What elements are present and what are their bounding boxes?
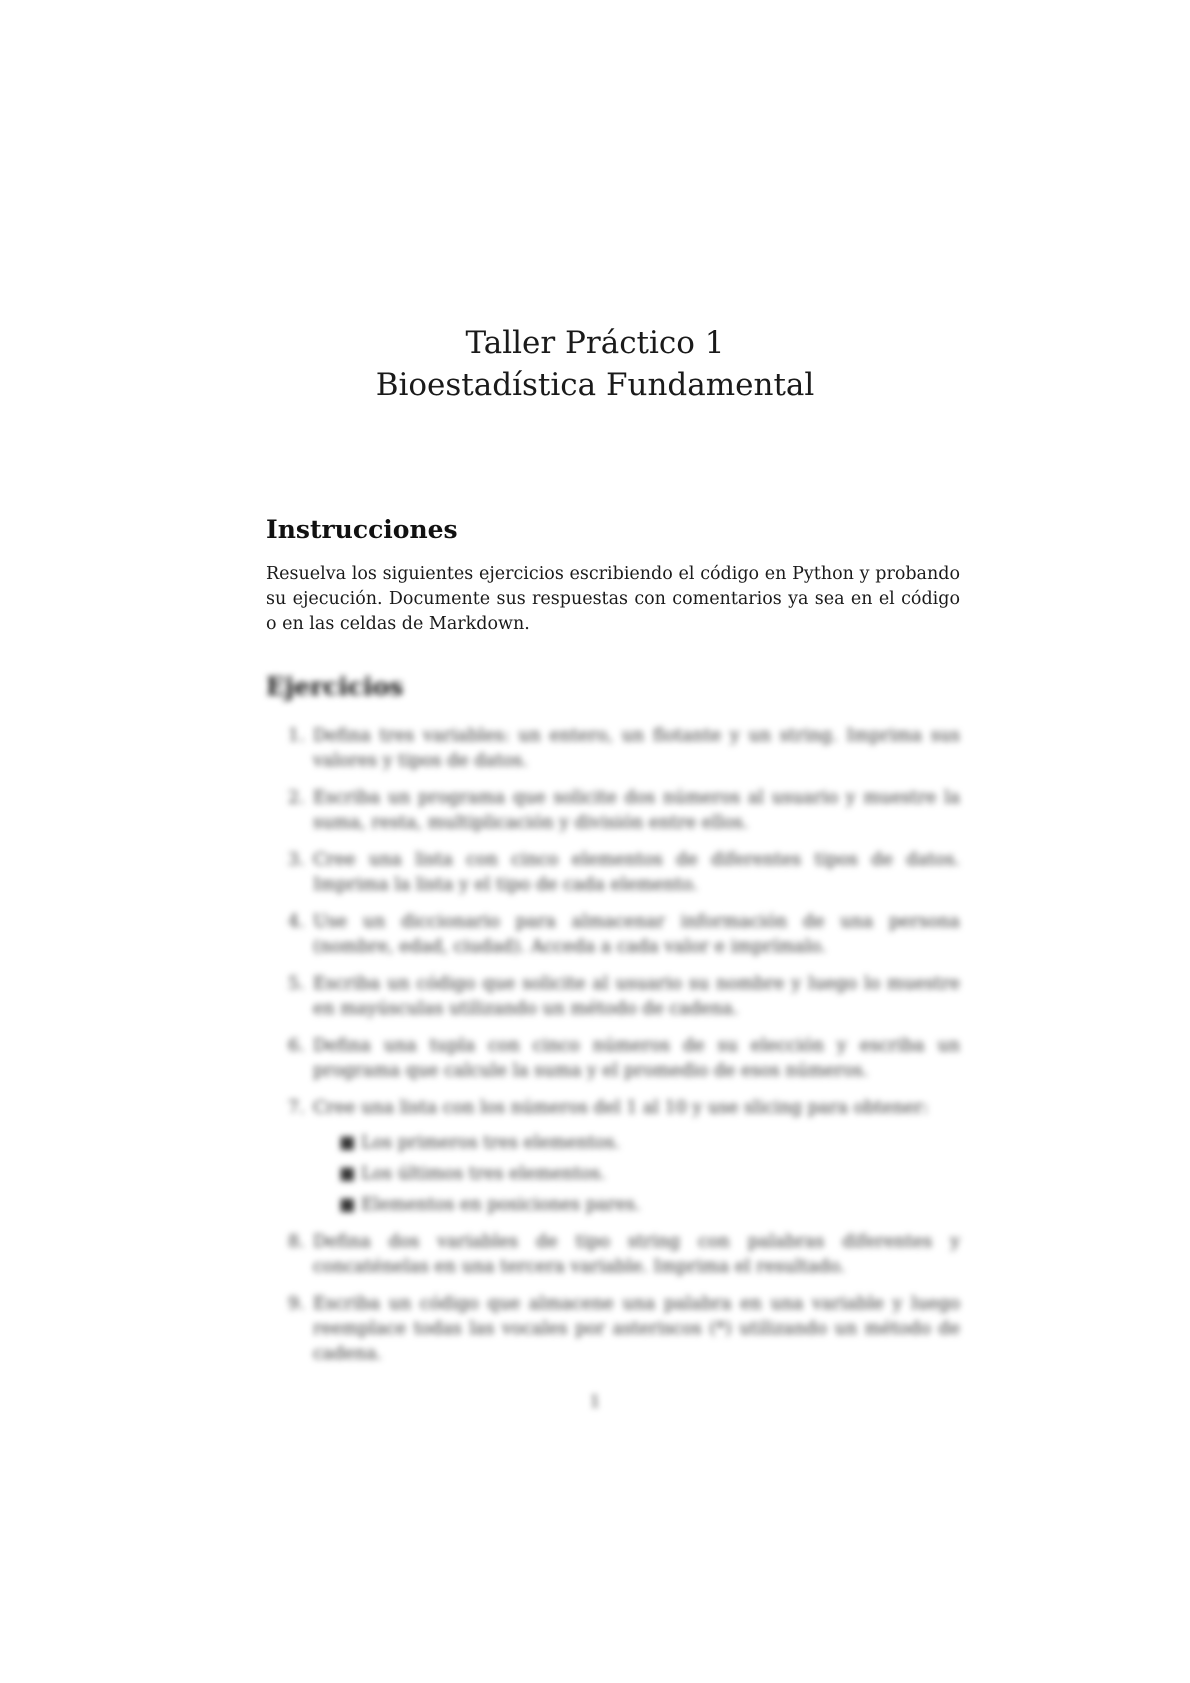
sub-item-text: Los últimos tres elementos.: [361, 1164, 606, 1184]
item-number: 5.: [288, 974, 305, 994]
sub-list: [313, 1131, 960, 1218]
page-number: 1: [589, 1392, 601, 1412]
item-text: Escriba un código que solicite al usuario su nombre y luego lo muestre en mayúsculas utilizando un método de cadena.: [313, 974, 960, 1019]
instrucciones-text: Resuelva los siguientes ejercicios escribiendo el código en Python y probando su ejecución. Documente sus respuestas con comentarios ya sea en el código o en las celdas de Markdown.: [266, 564, 960, 634]
item-text: Escriba un código que almacene una palabra en una variable y luego reemplace todas las vocales por asteriscos (*) utilizando un método de cadena.: [313, 1294, 960, 1364]
item-text: Escriba un programa que solicite dos números al usuario y muestre la suma, resta, multiplicación y división entre ellos.: [313, 788, 960, 833]
list-item: [266, 786, 960, 836]
item-text: Defina una tupla con cinco números de su elección y escriba un programa que calcule la suma y el promedio de esos números.: [313, 1036, 960, 1081]
instrucciones-section: [266, 515, 960, 545]
item-text: Cree una lista con los números del 1 al 10 y use slicing para obtener:: [313, 1098, 929, 1118]
sub-list-item: [313, 1162, 960, 1187]
item-number: 9.: [288, 1294, 305, 1314]
square-bullet-icon: ■: [339, 1195, 356, 1215]
list-item: [266, 972, 960, 1022]
item-text: Defina tres variables: un entero, un flotante y un string. Imprima sus valores y tipos de datos.: [313, 726, 960, 771]
title-line-2: Bioestadística Fundamental: [375, 367, 815, 403]
item-number: 3.: [288, 850, 305, 870]
item-number: 8.: [288, 1232, 305, 1252]
list-item: [266, 1096, 960, 1218]
document-title: [0, 322, 1190, 406]
item-number: 6.: [288, 1036, 305, 1056]
item-text: Cree una lista con cinco elementos de diferentes tipos de datos. Imprima la lista y el tipo de cada elemento.: [313, 850, 960, 895]
sub-list-item: [313, 1193, 960, 1218]
sub-list-item: [313, 1131, 960, 1156]
ejercicios-heading: Ejercicios: [266, 672, 404, 701]
item-number: 1.: [288, 726, 305, 746]
list-item: [266, 1034, 960, 1084]
list-item: [266, 1230, 960, 1280]
square-bullet-icon: ■: [339, 1164, 356, 1184]
title-line-1: Taller Práctico 1: [465, 325, 725, 361]
item-number: 4.: [288, 912, 305, 932]
sub-item-text: Elementos en posiciones pares.: [361, 1195, 641, 1215]
sub-item-text: Los primeros tres elementos.: [361, 1133, 621, 1153]
item-number: 2.: [288, 788, 305, 808]
item-number: 7.: [288, 1098, 305, 1118]
item-text: Defina dos variables de tipo string con palabras diferentes y concaténelas en una tercera variable. Imprima el resultado.: [313, 1232, 960, 1277]
list-item: [266, 848, 960, 898]
list-item: [266, 1292, 960, 1367]
instrucciones-heading: Instrucciones: [266, 515, 458, 544]
square-bullet-icon: ■: [339, 1133, 356, 1153]
ejercicios-section: [266, 672, 960, 702]
list-item: [266, 724, 960, 774]
ejercicios-list: [266, 724, 960, 1379]
item-text: Use un diccionario para almacenar información de una persona (nombre, edad, ciudad). Acceda a cada valor e imprímalo.: [313, 912, 960, 957]
list-item: [266, 910, 960, 960]
